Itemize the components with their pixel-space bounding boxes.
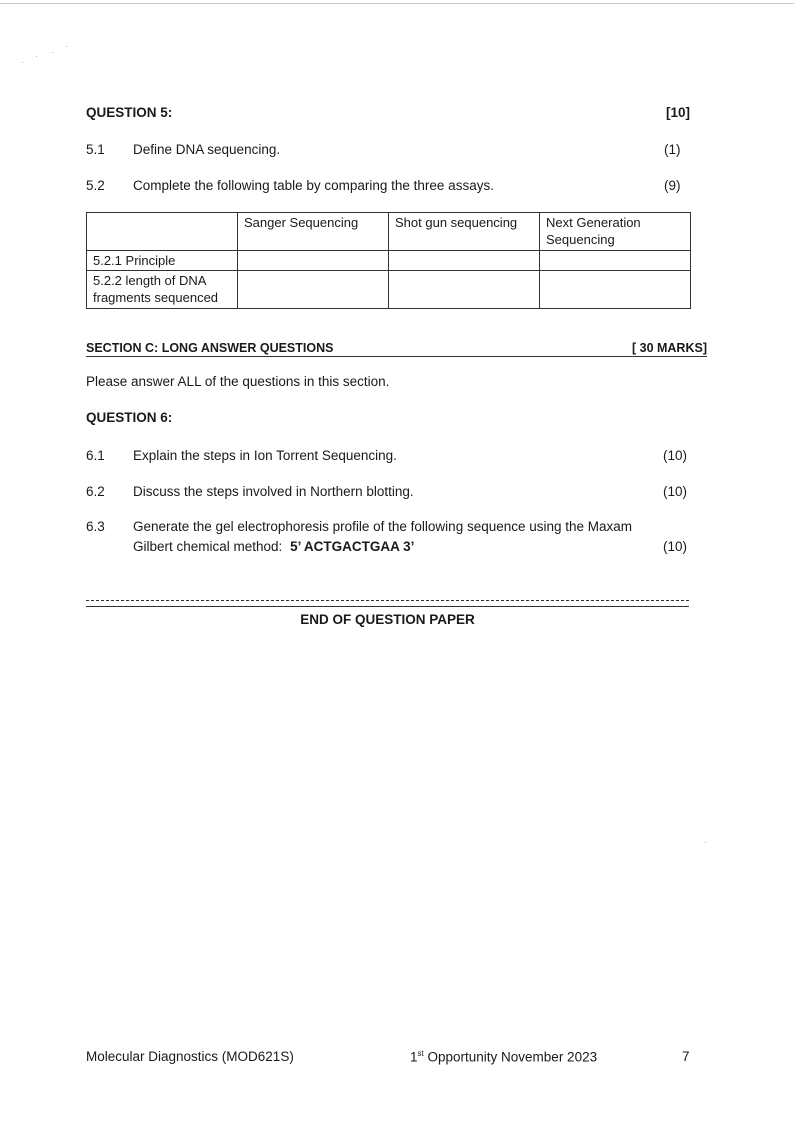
item-text: Generate the gel electrophoresis profile of the following sequence using the Maxam [133,519,633,534]
table-cell [238,271,389,309]
item-marks: (10) [663,484,688,499]
item-text: Define DNA sequencing. [133,142,281,157]
table-row-label: 5.2.1 Principle [87,251,238,271]
item-number: 6.2 [86,484,105,499]
scan-speck [36,56,37,57]
item-marks: (1) [664,142,681,157]
item-marks: (10) [663,448,688,463]
page-number: 7 [682,1049,690,1064]
scan-speck [705,842,706,843]
dashed-divider [86,600,689,601]
page-top-edge [0,3,794,4]
scan-speck [22,62,23,63]
item-number: 6.3 [86,519,105,534]
item-text: Discuss the steps involved in Northern blotting. [133,484,414,499]
table-cell [540,251,691,271]
solid-divider [86,606,689,607]
item-text-part: Gilbert chemical method: [133,539,283,554]
section-c-instruction: Please answer ALL of the questions in this section. [86,374,390,389]
item-text-continued [133,539,414,554]
table-header-row [87,213,691,251]
scan-speck [66,46,67,47]
item-text: Complete the following table by comparing the three assays. [133,178,494,193]
table-header-cell: Sanger Sequencing [238,213,389,251]
question-6-heading: QUESTION 6: [86,410,173,425]
table-row-label: 5.2.2 length of DNA fragments sequenced [87,271,238,309]
dna-sequence: 5’ ACTGACTGAA 3’ [290,539,415,554]
section-c-heading: SECTION C: LONG ANSWER QUESTIONS [86,341,334,355]
table-row [87,251,691,271]
end-of-paper-label: END OF QUESTION PAPER [300,612,475,627]
scan-speck [52,52,53,53]
table-header-cell: Next Generation Sequencing [540,213,691,251]
footer-opportunity-suffix: st [417,1049,424,1058]
table-header-cell: Shot gun sequencing [389,213,540,251]
footer-opportunity-text: Opportunity November 2023 [423,1049,598,1065]
question-5-marks: [10] [665,105,690,120]
item-text: Explain the steps in Ion Torrent Sequencing. [133,448,397,463]
question-5-heading: QUESTION 5: [86,105,173,120]
item-number: 5.2 [86,178,105,193]
item-marks: (9) [664,178,681,193]
table-cell [389,251,540,271]
item-marks: (10) [663,539,688,554]
table-row [87,271,691,309]
footer-course: Molecular Diagnostics (MOD621S) [86,1049,294,1064]
footer-opportunity [410,1049,597,1065]
table-cell [540,271,691,309]
item-number: 6.1 [86,448,105,463]
table-cell [238,251,389,271]
footer-opportunity-number: 1 [410,1049,418,1065]
table-header-cell [87,213,238,251]
table-cell [389,271,540,309]
item-number: 5.1 [86,142,105,157]
comparison-table [86,212,691,309]
section-c-underline [86,356,707,357]
section-c-marks: [ 30 MARKS] [631,341,707,355]
